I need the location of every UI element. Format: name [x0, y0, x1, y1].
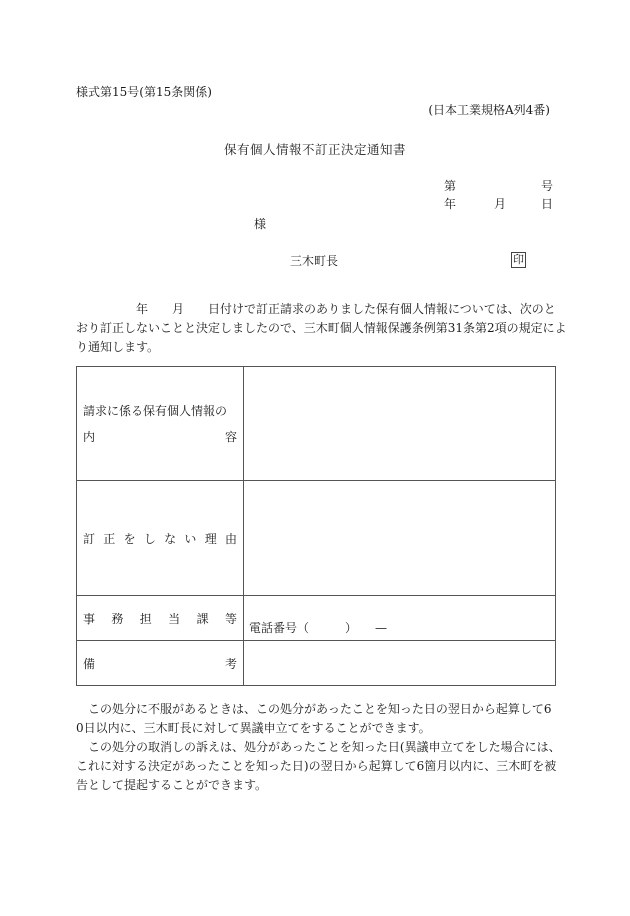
- value-remarks[interactable]: [244, 641, 556, 686]
- intro-paragraph: [76, 300, 567, 357]
- label-char: 担: [139, 611, 152, 626]
- seal-icon: 印: [513, 253, 524, 266]
- intro-line: り通知します。: [76, 340, 160, 354]
- label-char: い: [184, 531, 197, 546]
- label-line: [83, 655, 237, 672]
- value-requested-info[interactable]: [244, 367, 556, 481]
- table-row-remarks: [77, 641, 556, 686]
- label-char: 容: [224, 429, 237, 444]
- notes-line: この処分の取消しの訴えは、処分があったことを知った日(異議申立てをした場合には、: [76, 740, 561, 754]
- label-char: 課: [196, 611, 209, 626]
- label-line: 請求に係る保有個人情報の: [83, 403, 228, 418]
- label-line: [83, 424, 237, 450]
- table-row-requested-info: [77, 367, 556, 481]
- value-department[interactable]: [244, 596, 556, 641]
- date-day-label: 日: [541, 197, 554, 211]
- notes-line: 0日以内に、三木町長に対して異議申立てをすることができます。: [76, 721, 431, 735]
- sender-name: 三木町長: [290, 254, 339, 268]
- intro-line: 年 月 日付けで訂正請求のありました保有個人情報については、次のと: [76, 302, 556, 316]
- label-char: し: [143, 531, 156, 546]
- label-department: [77, 596, 244, 641]
- label-char: 当: [168, 611, 181, 626]
- label-char: な: [164, 531, 177, 546]
- label-line: [83, 530, 237, 547]
- notes-line: この処分に不服があるときは、この処分があったことを知った日の翌日から起算して6: [76, 702, 552, 716]
- notes-line: 告として提起することができます。: [76, 778, 268, 792]
- intro-line: おり訂正しないことと決定しましたので、三木町個人情報保護条例第31条第2項の規定によ: [76, 321, 567, 335]
- table-row-reason: [77, 481, 556, 596]
- label-char: 務: [111, 611, 124, 626]
- label-char: 等: [224, 611, 237, 626]
- date-year-label: 年: [444, 197, 457, 211]
- document-title: 保有個人情報不訂正決定通知書: [223, 142, 406, 157]
- form-number: 様式第15号(第15条関係): [76, 85, 212, 99]
- label-char: 正: [103, 531, 116, 546]
- label-reason: [77, 481, 244, 596]
- recipient-honorific: 様: [254, 217, 267, 231]
- label-char: 備: [83, 656, 96, 671]
- label-char: 事: [83, 611, 96, 626]
- notes-paragraph: [76, 700, 560, 795]
- label-char: 由: [224, 531, 237, 546]
- notification-table: [76, 366, 556, 686]
- label-line: [83, 610, 237, 627]
- label-char: 内: [83, 429, 96, 444]
- table-row-department: [77, 596, 556, 641]
- document-number-suffix: 号: [541, 179, 554, 193]
- label-char: 訂: [83, 531, 96, 546]
- date-month-label: 月: [494, 197, 507, 211]
- label-remarks: [77, 641, 244, 686]
- document-number-prefix: 第: [444, 179, 457, 193]
- label-requested-info: [77, 367, 244, 481]
- notes-line: これに対する決定があったことを知った日)の翌日から起算して6箇月以内に、三木町を被: [76, 759, 557, 773]
- phone-number-field: 電話番号（ ） —: [249, 621, 388, 635]
- label-char: 考: [224, 656, 237, 671]
- value-reason[interactable]: [244, 481, 556, 596]
- label-char: を: [123, 531, 136, 546]
- paper-size-note: (日本工業規格A列4番): [428, 103, 550, 117]
- label-char: 理: [204, 531, 217, 546]
